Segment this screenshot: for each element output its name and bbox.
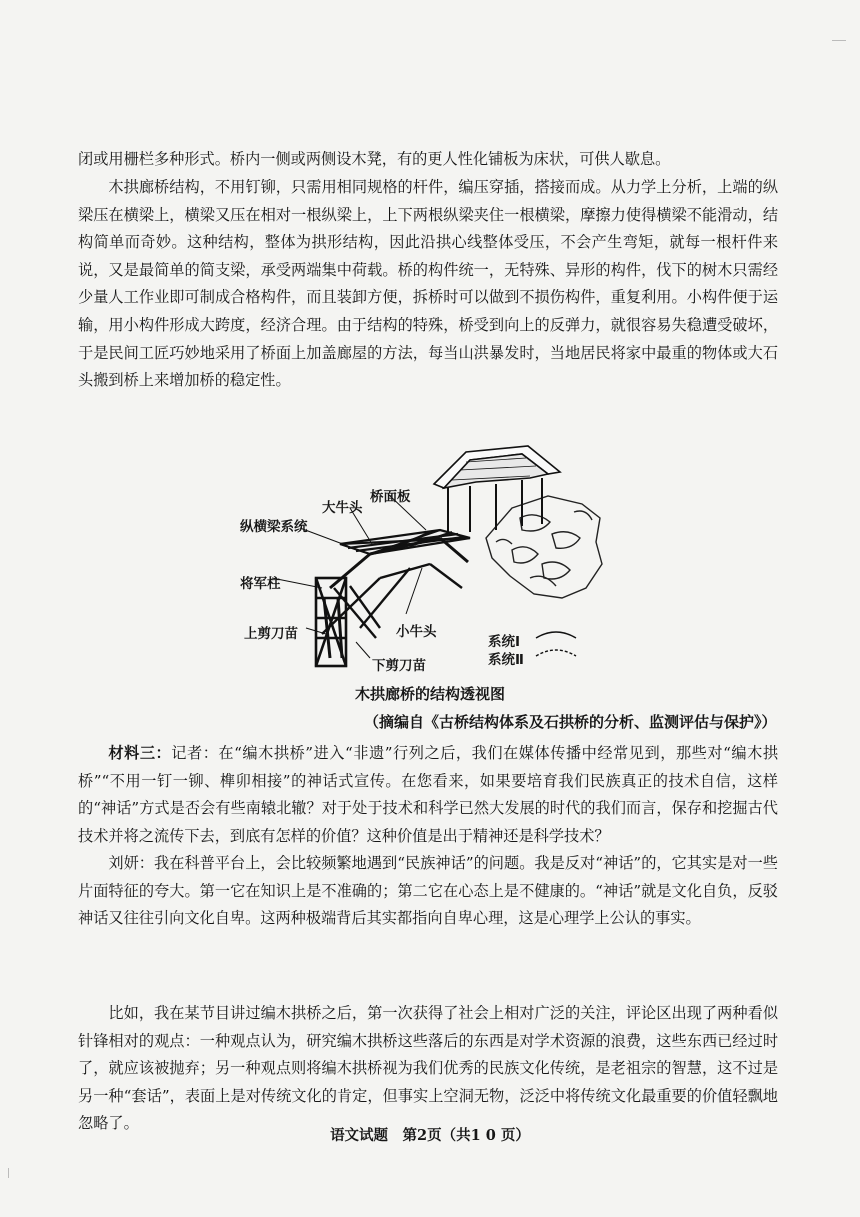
riverbank-rocks [486,496,602,598]
piers [316,578,346,666]
figure-caption: 木拱廊桥的结构透视图 [354,685,505,703]
corridor-posts [448,478,542,534]
paragraph-material-3 [78,740,778,850]
bridge-drawing [230,438,610,678]
bridge-structure-figure [230,438,610,678]
material-3-text: 记者：在“编木拱桥”进入“非遗”行列之后，我们在媒体传播中经常见到，那些对“编木拱桥”“不用一钉一铆、榫卯相接”的神话式宣传。在您看来，如果要培育我们民族真正的技术自信，这样的“神话”方式是否会有些南辕北辙？对于处于技术和科学已然大发展的时代的我们而言，保存和挖掘古代技术并将之流传下去，到底有怎样的价值？这种价值是出于精神还是科学技术？ [78,744,779,845]
scan-edge-mark [832,40,846,41]
label-system-2: 系统Ⅱ [488,652,524,668]
deck-beams [340,530,470,554]
label-big-head: 大牛头 [322,500,363,516]
label-upper-scissor: 上剪刀苗 [244,626,298,642]
page-footer: 语文试题 第2页（共1 0 页） [330,1127,530,1144]
label-lower-scissor: 下剪刀苗 [372,658,426,674]
paragraph-continued: 闭或用栅栏多种形式。桥内一侧或两侧设木凳，有的更人性化铺板为床状，可供人歇息。 [78,150,671,168]
figure-source: （摘编自《古桥结构体系及石拱桥的分析、监测评估与保护》） [364,713,777,731]
label-deck: 桥面板 [370,489,411,505]
paragraph-example: 比如，我在某节目讲过编木拱桥之后，第一次获得了社会上相对广泛的关注，评论区出现了两种看似针锋相对的观点：一种观点认为，研究编木拱桥这些落后的东西是对学术资源的浪费，这些东西已经过时了，就应该被抛弃；另一种观点则将编木拱桥视为我们优秀的民族文化传统，是老祖宗的智慧，这不过是另一种“套话”，表面上是对传统文化的肯定，但事实上空洞无物，泛泛中将传统文化最重要的价值轻飘地忽略了。 [78,1004,778,1133]
label-beam-system: 纵横梁系统 [240,519,308,535]
material-3-lead: 材料三： [108,744,172,762]
label-small-head: 小牛头 [396,624,437,640]
label-system-1: 系统Ⅰ [488,634,521,650]
paragraph-liu-yan: 刘妍：我在科普平台上，会比较频繁地遇到“民族神话”的问题。我是反对“神话”的，它其实是对一些片面特征的夸大。第一它在知识上是不准确的；第二它在心态上是不健康的。“神话”就是文化自负，反驳神话又往往引向文化自卑。这两种极端背后其实都指向自卑心理，这是心理学上公认的事实。 [78,854,778,928]
label-general-post: 将军柱 [240,576,281,592]
system-legend [536,632,576,656]
paragraph-structure: 木拱廊桥结构，不用钉铆，只需用相同规格的杆件，编压穿插，搭接而成。从力学上分析，上端的纵梁压在横梁上，横梁又压在相对一根纵梁上，上下两根纵梁夹住一根横梁，摩擦力使得横梁不能滑动，结构简单而奇妙。这种结构，整体为拱形结构，因此沿拱心线整体受压，不会产生弯矩，就每一根杆件来说，又是最简单的简支梁，承受两端集中荷载。桥的构件统一，无特殊、异形的构件，伐下的树木只需经少量人工作业即可制成合格构件，而且装卸方便，拆桥时可以做到不损伤构件，重复利用。小构件便于运输，用小构件形成大跨度，经济合理。由于结构的特殊，桥受到向上的反弹力，就很容易失稳遭受破坏，于是民间工匠巧妙地采用了桥面上加盖廊屋的方法，每当山洪暴发时，当地居民将家中最重的物体或大石头搬到桥上来增加桥的稳定性。 [78,178,778,390]
scan-edge-mark [8,1168,9,1178]
